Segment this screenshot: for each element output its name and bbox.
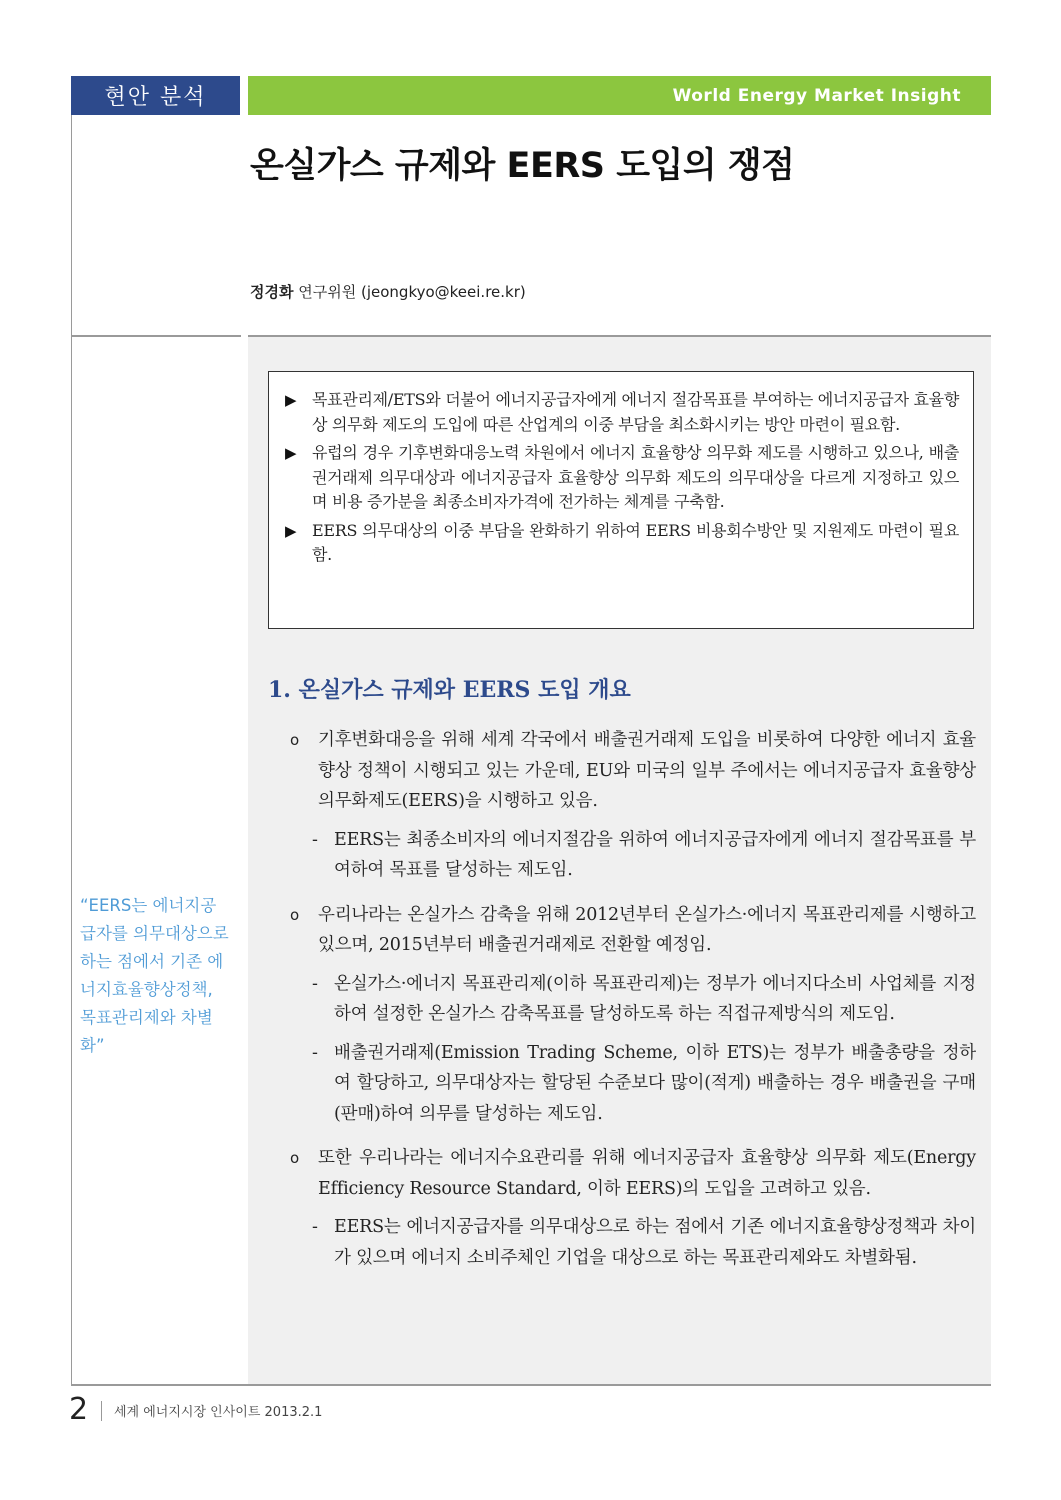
paragraph <box>290 725 976 817</box>
right-triangle-icon: ▶ <box>285 444 297 462</box>
article-title: 온실가스 규제와 EERS 도입의 쟁점 <box>250 146 795 186</box>
paragraph-text: 기후변화대응을 위해 세계 각국에서 배출권거래제 도입을 비롯하여 다양한 에너지 효율향상 정책이 시행되고 있는 가운데, EU와 미국의 일부 주에서는 에너지공급자 효율향상 의무화제도(EERS)을 시행하고 있음. <box>318 730 976 811</box>
publication-info: 세계 에너지시장 인사이트 2013.2.1 <box>114 1405 323 1420</box>
sidebar-divider <box>71 335 241 337</box>
page-number: 2 <box>69 1392 89 1427</box>
sub-paragraph-text: EERS는 에너지공급자를 의무대상으로 하는 점에서 기존 에너지효율향상정책과 차이가 있으며 에너지 소비주체인 기업을 대상으로 하는 목표관리제와도 차별화됨. <box>334 1217 976 1268</box>
sub-paragraph <box>312 1212 976 1273</box>
circle-bullet-icon: o <box>290 905 300 924</box>
pull-quote: “EERS는 에너지공급자를 의무대상으로 하는 점에서 기존 에너지효율향상정책, 목표관리제와 차별화” <box>80 896 229 1055</box>
paragraph-text: 우리나라는 온실가스 감축을 위해 2012년부터 온실가스·에너지 목표관리제를 시행하고 있으며, 2015년부터 배출권거래제로 전환할 예정임. <box>318 904 976 955</box>
sub-paragraph-text: EERS는 최종소비자의 에너지절감을 위하여 에너지공급자에게 에너지 절감목표를 부여하여 목표를 달성하는 제도임. <box>334 829 976 880</box>
section-heading: 1. 온실가스 규제와 EERS 도입 개요 <box>268 677 631 703</box>
summary-text: 유럽의 경우 기후변화대응노력 차원에서 에너지 효율향상 의무화 제도를 시행하고 있으나, 배출권거래제 의무대상과 에너지공급자 효율향상 의무화 제도의 의무대상을 다르게 지정하고 있으며 비용 증가분을 최종소비자가격에 전가하는 체계를 구축함. <box>312 443 959 511</box>
section-body <box>290 725 976 1281</box>
summary-text: EERS 의무대상의 이중 부담을 완화하기 위하여 EERS 비용회수방안 및 지원제도 마련이 필요함. <box>312 520 959 564</box>
sub-paragraph <box>312 1038 976 1130</box>
dash-bullet: - <box>312 1217 318 1237</box>
sub-paragraph <box>312 969 976 1030</box>
footer-separator <box>101 1401 102 1421</box>
series-banner: World Energy Market Insight <box>248 76 991 115</box>
summary-box <box>268 371 974 629</box>
paragraph-text: 또한 우리나라는 에너지수요관리를 위해 에너지공급자 효율향상 의무화 제도(Energy Efficiency Resource Standard, 이하 EERS)의 도입을 고려하고 있음. <box>318 1148 976 1199</box>
dash-bullet: - <box>312 829 318 850</box>
dash-bullet: - <box>312 973 318 994</box>
sub-paragraph-text: 온실가스·에너지 목표관리제(이하 목표관리제)는 정부가 에너지다소비 사업체를 지정하여 설정한 온실가스 감축목표를 달성하도록 하는 직접규제방식의 제도임. <box>334 973 976 1024</box>
summary-item <box>285 441 959 515</box>
sidebar-border <box>71 115 72 1385</box>
paragraph <box>290 900 976 961</box>
author-line <box>250 281 526 302</box>
footer-divider <box>71 1384 991 1386</box>
sub-paragraph <box>312 825 976 886</box>
dash-bullet: - <box>312 1042 318 1063</box>
summary-item <box>285 519 959 568</box>
sub-paragraph-text: 배출권거래제(Emission Trading Scheme, 이하 ETS)는 정부가 배출총량을 정하여 할당하고, 의무대상자는 할당된 수준보다 많이(적게) 배출하는 경우 배출권을 구매(판매)하여 의무를 달성하는 제도임. <box>334 1042 976 1124</box>
circle-bullet-icon: o <box>290 1149 300 1167</box>
author-name: 정경화 <box>250 283 294 301</box>
circle-bullet-icon: o <box>290 731 300 749</box>
summary-text: 목표관리제/ETS와 더불어 에너지공급자에게 에너지 절감목표를 부여하는 에너지공급자 효율향상 의무화 제도의 도입에 따른 산업계의 이중 부담을 최소화시키는 방안 마련이 필요함. <box>312 390 959 434</box>
right-triangle-icon: ▶ <box>285 391 297 409</box>
paragraph <box>290 1143 976 1204</box>
section-tag: 현안 분석 <box>71 76 240 115</box>
right-triangle-icon: ▶ <box>285 521 297 540</box>
author-role-email: 연구위원 (jeongkyo@keei.re.kr) <box>298 283 526 301</box>
summary-item <box>285 388 959 437</box>
